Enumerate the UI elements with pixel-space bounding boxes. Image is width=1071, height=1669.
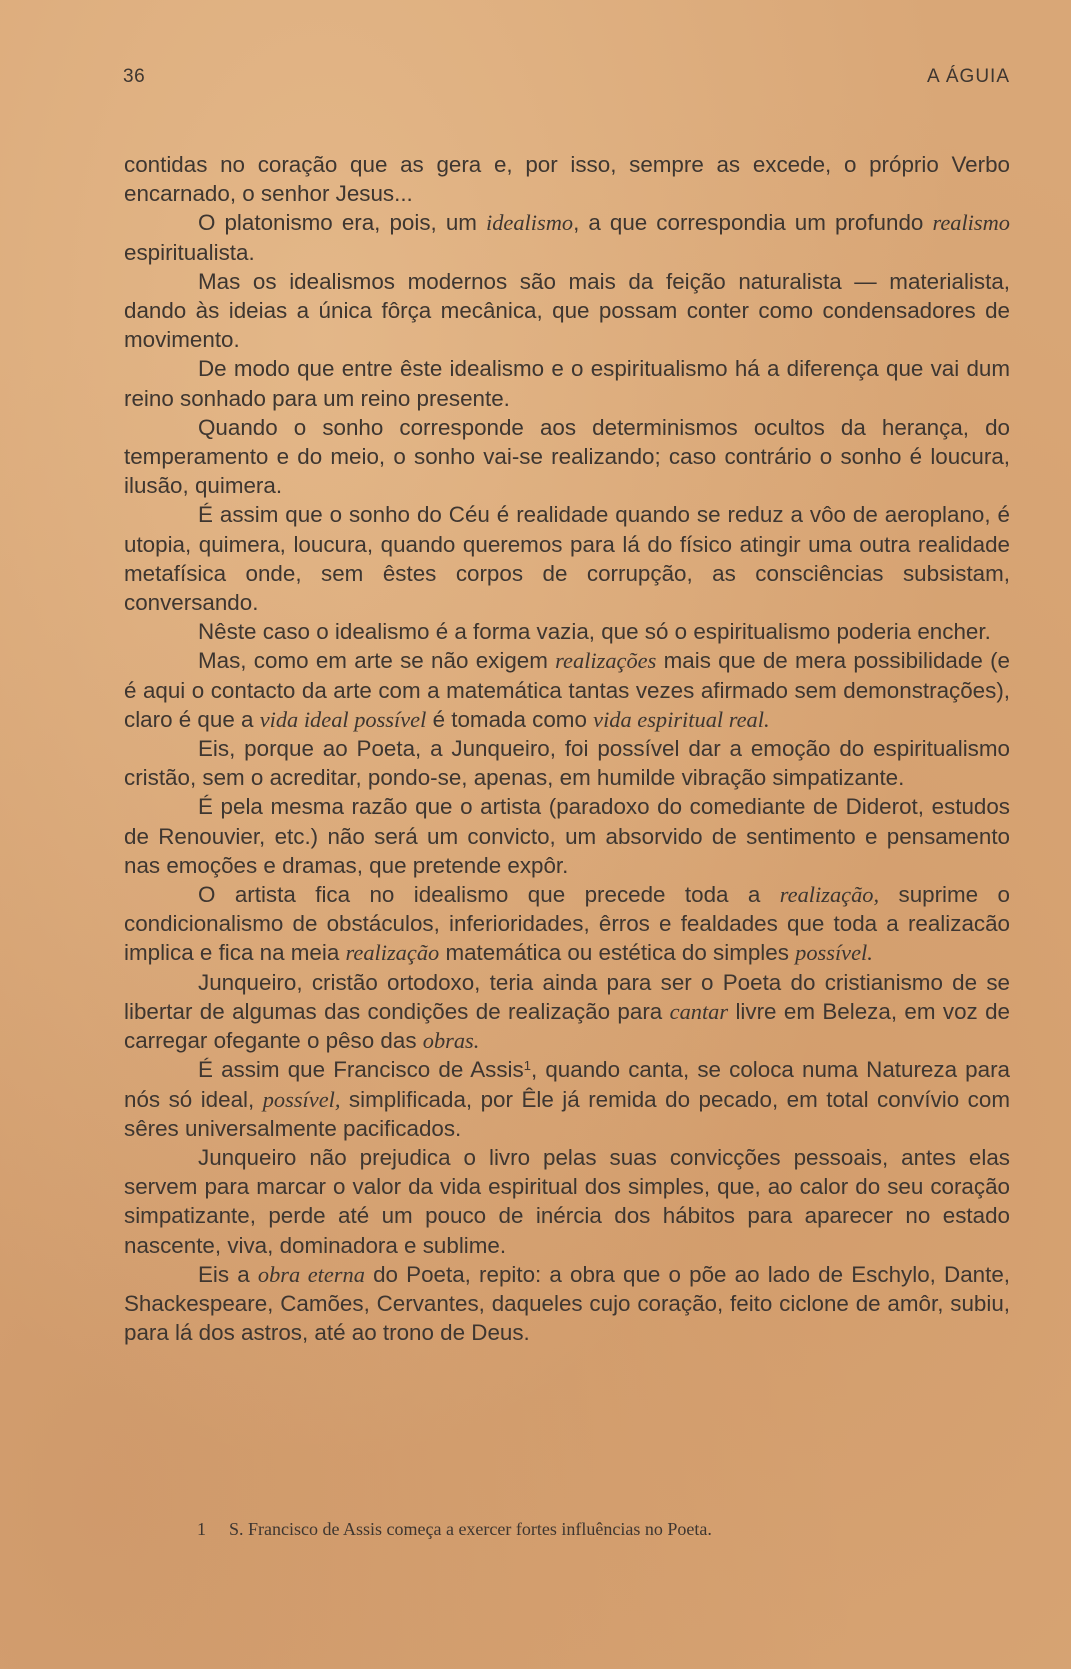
paragraph	[124, 1260, 1010, 1348]
italic-text: realizações	[555, 648, 657, 674]
text-run: O platonismo era, pois, um	[198, 210, 486, 236]
paragraph	[124, 646, 1010, 734]
footnote-reference: 1	[523, 1058, 531, 1074]
paragraph	[124, 413, 1010, 501]
text-run: do Poeta, repito: a obra que o põe ao lado de Eschylo, Dante, Shackespeare, Camões, Cervantes, daqueles cujo coração, feito ciclone de amôr, subiu, para lá dos astros, até ao trono de Deus.	[124, 1261, 1010, 1346]
text-run: O artista fica no idealismo que precede toda a	[198, 882, 780, 908]
page-number: 36	[123, 66, 146, 87]
paragraph	[124, 968, 1010, 1056]
italic-text: possível,	[262, 1086, 341, 1112]
text-run: Eis, porque ao Poeta, a Junqueiro, foi possível dar a emoção do espiritualismo cristão, sem o acreditar, pondo-se, apenas, em humilde vibração simpatizante.	[124, 736, 1010, 791]
footnote	[197, 1519, 957, 1540]
paragraph	[124, 617, 1010, 646]
text-run: , a que correspondia um profundo	[573, 210, 933, 236]
text-run: Eis a	[198, 1261, 258, 1287]
italic-text: obras.	[422, 1028, 480, 1054]
italic-text: realização,	[779, 882, 880, 908]
italic-text: idealismo	[486, 210, 574, 236]
paragraph	[124, 208, 1010, 266]
paragraph	[124, 1143, 1010, 1260]
text-run: Mas os idealismos modernos são mais da feição naturalista — materialista, dando às ideias a única fôrça mecânica, que possam conter como condensadores de movimento.	[124, 268, 1010, 353]
paragraph	[124, 150, 1010, 208]
text-run: É pela mesma razão que o artista (paradoxo do comediante de Diderot, estudos de Renouvier, etc.) não será um convicto, um absorvido de sentimento e pensamento nas emoções e dramas, que pretende expôr.	[124, 794, 1010, 878]
paragraph	[124, 792, 1010, 880]
text-run: Mas, como em arte se não exigem	[198, 648, 556, 674]
text-run: É assim que Francisco de Assis	[198, 1057, 524, 1083]
italic-text: obra eterna	[257, 1261, 365, 1287]
paragraph	[124, 880, 1010, 968]
italic-text: vida espiritual real.	[593, 706, 770, 732]
text-run: simplificada, por Êle já remida do pecado, em total convívio com sêres universalmente pacificados.	[124, 1086, 1010, 1141]
text-run: Junqueiro, cristão ortodoxo, teria ainda para ser o Poeta do cristianismo de se libertar de algumas das condições de realização para	[124, 969, 1010, 1024]
text-run: espiritualista.	[124, 239, 255, 265]
body-text	[124, 150, 1010, 1347]
footnote-number: 1	[197, 1519, 206, 1539]
italic-text: vida ideal possível	[259, 706, 427, 732]
paragraph	[124, 267, 1010, 355]
text-run: Junqueiro não prejudica o livro pelas suas convicções pessoais, antes elas servem para marcar o valor da vida espiritual dos simples, que, ao calor do seu coração simpatizante, perde até um pouco de inércia dos hábitos para aparecer no estado nascente, viva, dominadora e sublime.	[124, 1144, 1010, 1258]
text-run: De modo que entre êste idealismo e o espiritualismo há a diferença que vai dum reino sonhado para um reino presente.	[124, 356, 1010, 411]
text-run: É assim que o sonho do Céu é realidade quando se reduz a vôo de aeroplano, é utopia, quimera, loucura, quando queremos para lá do físico atingir uma outra realidade metafísica onde, sem êstes corpos de corrupção, as consciências subsistam, conversando.	[124, 502, 1010, 616]
italic-text: possível.	[795, 940, 873, 966]
paragraph	[124, 1055, 1010, 1143]
text-run: livre em Beleza, em voz de carregar ofegante o pêso das	[124, 998, 1010, 1054]
text-run: mais que de mera possibilidade (e é aqui o contacto da arte com a matemática tantas vezes afirmado sem demonstrações), claro é que a	[124, 648, 1010, 732]
text-run: contidas no coração que as gera e, por isso, sempre as excede, o próprio Verbo encarnado, o senhor Jesus...	[124, 152, 1010, 207]
paragraph	[124, 354, 1010, 412]
text-run: Nêste caso o idealismo é a forma vazia, que só o espiritualismo poderia encher.	[198, 619, 991, 645]
paragraph	[124, 500, 1010, 617]
italic-text: realização	[345, 940, 440, 966]
running-head	[123, 66, 1010, 96]
italic-text: realismo	[932, 210, 1010, 236]
journal-title: A ÁGUIA	[926, 66, 1010, 87]
text-run: é tomada como	[426, 706, 594, 732]
italic-text: cantar	[669, 998, 729, 1024]
text-run: Quando o sonho corresponde aos determinismos ocultos da herança, do temperamento e do meio, o sonho vai-se realizando; caso contrário o sonho é loucura, ilusão, quimera.	[124, 414, 1010, 499]
text-run: suprime o condicionalismo de obstáculos, inferioridades, êrros e fealdades que toda a realizacão implica e fica na meia	[124, 882, 1010, 966]
footnote-text: S. Francisco de Assis começa a exercer fortes influências no Poeta.	[229, 1519, 712, 1539]
text-run: , quando canta, se coloca numa Natureza para nós só ideal,	[124, 1057, 1010, 1112]
text-run: matemática ou estética do simples	[439, 940, 796, 966]
paragraph	[124, 734, 1010, 792]
